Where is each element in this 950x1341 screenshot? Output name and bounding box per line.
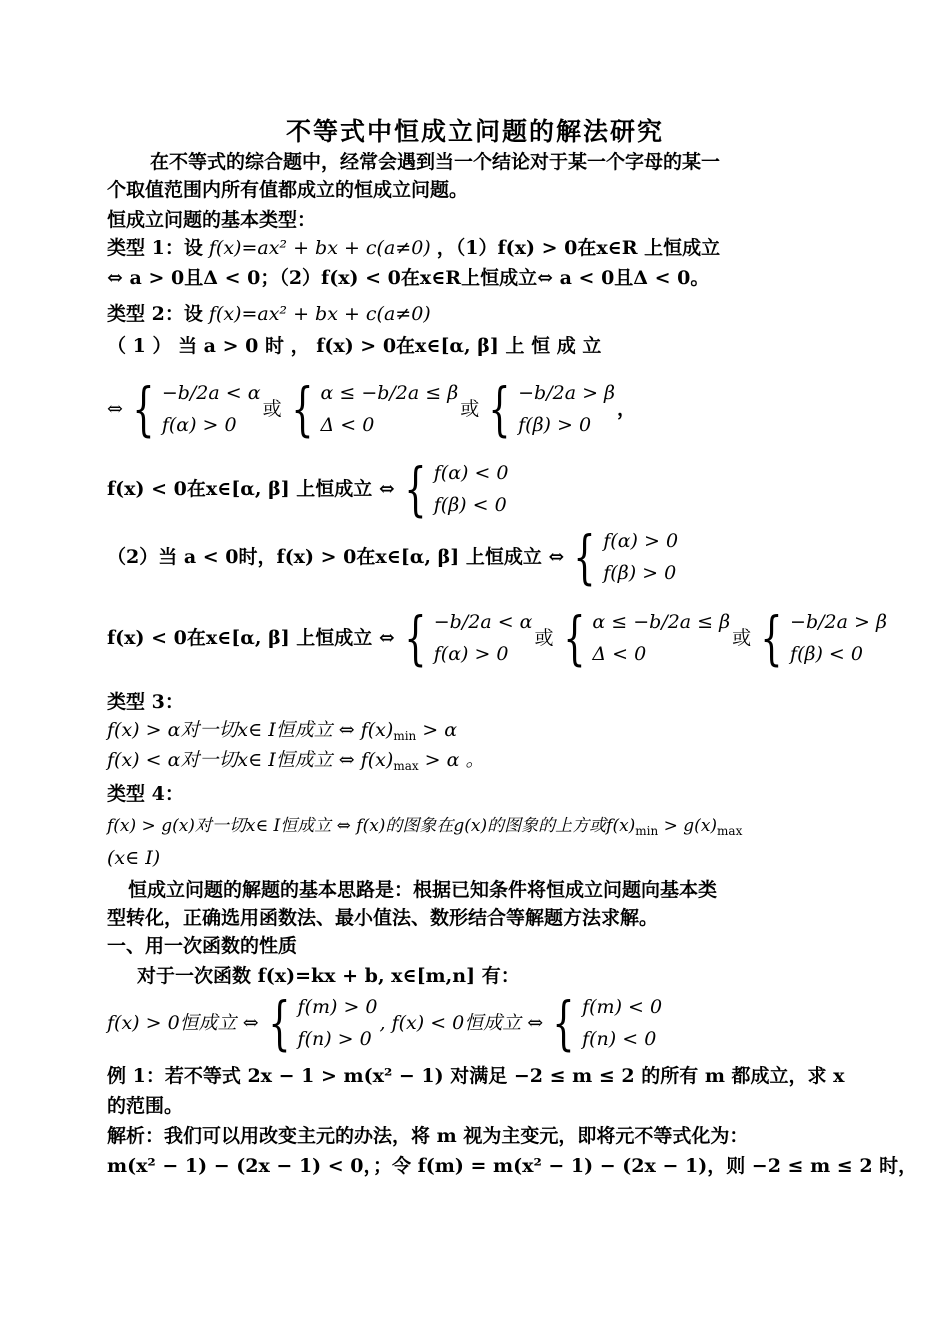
analysis-line2: m(x² − 1) − (2x − 1) < 0，；令 f(m) = m(x² − 1) − (2x − 1)，则 −2 ≤ m ≤ 2 时，	[107, 1155, 918, 1177]
system-g: { f(m) > 0 f(n) > 0	[268, 989, 378, 1057]
system-f-c-row2: f(β) < 0	[790, 643, 863, 665]
type1-line2: ⇔ a > 0且Δ < 0；（2）f(x) < 0在x∈R上恒成立⇔ a < 0且Δ < 0。	[107, 267, 710, 289]
case1-negative-line	[107, 456, 511, 522]
system-c-row1: −b/2a > β	[518, 382, 616, 404]
system-a-row2: f(α) > 0	[161, 414, 237, 436]
case1-negative-left: f(x) < 0在x∈[α, β] 上恒成立 ⇔	[107, 478, 395, 500]
system-g-row2: f(n) > 0	[297, 1028, 372, 1050]
linear-criteria-line	[107, 990, 664, 1056]
system-e-row2: f(β) > 0	[603, 562, 677, 584]
system-h-row2: f(n) < 0	[582, 1028, 657, 1050]
type1-line1	[107, 234, 720, 262]
iff-symbol: ⇔	[107, 398, 123, 420]
case2-positive-line	[107, 524, 680, 590]
system-d-row2: f(β) < 0	[433, 494, 507, 516]
type4-max-subscript: max	[717, 824, 743, 838]
type4-line2: (x∈ I)	[107, 847, 161, 869]
system-f-c: { −b/2a > β f(β) < 0	[760, 604, 887, 672]
type2-label: 类型 2：设	[107, 303, 203, 325]
type4-label: 类型 4：	[107, 783, 184, 805]
system-h-row1: f(m) < 0	[582, 996, 663, 1018]
system-b: { α ≤ −b/2a ≤ β Δ < 0	[290, 375, 459, 443]
system-d: { f(α) < 0 f(β) < 0	[404, 455, 509, 523]
type1-label: 类型 1：设	[107, 237, 203, 259]
type1-function: f(x)=ax² + bx + c(a≠0)	[208, 237, 431, 259]
type3-max-subscript: max	[393, 759, 419, 773]
case2-negative-line	[107, 596, 889, 680]
type2-function: f(x)=ax² + bx + c(a≠0)	[208, 303, 431, 325]
type2-case1-systems	[107, 368, 636, 450]
type3-line1-end: > α	[416, 719, 458, 741]
system-e-row1: f(α) > 0	[603, 530, 679, 552]
type3-min-subscript: min	[393, 729, 417, 743]
system-e: { f(α) > 0 f(β) > 0	[573, 523, 679, 591]
type3-line2-text: f(x) < α对一切x∈ I恒成立 ⇔ f(x)	[107, 749, 394, 771]
type3-line1-text: f(x) > α对一切x∈ I恒成立 ⇔ f(x)	[107, 719, 394, 741]
analysis-line1: 解析：我们可以用改变主元的办法，将 m 视为主变元，即将元不等式化为：	[107, 1125, 749, 1147]
type4-min-subscript: min	[635, 824, 659, 838]
type3-line2-end: > α 。	[418, 749, 485, 771]
example1-line2: 的范围。	[107, 1095, 184, 1117]
system-f-b-row2: Δ < 0	[592, 643, 647, 665]
type2-line1	[107, 300, 431, 328]
system-a-row1: −b/2a < α	[161, 382, 261, 404]
system-b-row2: Δ < 0	[320, 414, 375, 436]
document-title: 不等式中恒成立问题的解法研究	[285, 117, 664, 146]
basic-types-heading: 恒成立问题的基本类型：	[107, 209, 317, 231]
system-f-a-row2: f(α) > 0	[433, 643, 509, 665]
or-word: 或	[732, 627, 752, 649]
type3-label: 类型 3：	[107, 691, 184, 713]
type1-condition1: ，（1）f(x) > 0在x∈R 上恒成立	[436, 237, 721, 259]
or-word: 或	[460, 398, 480, 420]
system-h: { f(m) < 0 f(n) < 0	[552, 989, 663, 1057]
intro-paragraph-line2: 个取值范围内所有值都成立的恒成立问题。	[107, 179, 469, 201]
approach-line2: 型转化，正确选用函数法、最小值法、数形结合等解题方法求解。	[107, 907, 659, 929]
type3-line2	[107, 746, 485, 780]
linear-left: f(x) > 0恒成立 ⇔	[107, 1012, 259, 1034]
system-b-row1: α ≤ −b/2a ≤ β	[320, 382, 459, 404]
system-c-row2: f(β) > 0	[518, 414, 592, 436]
type3-line1	[107, 716, 457, 750]
linear-mid: , f(x) < 0恒成立 ⇔	[379, 1012, 544, 1034]
system-g-row1: f(m) > 0	[297, 996, 378, 1018]
type4-mid: > g(x)	[658, 816, 718, 836]
or-word: 或	[534, 627, 554, 649]
comma: ，	[617, 398, 637, 420]
example1-line1: 例 1：若不等式 2x − 1 > m(x² − 1) 对满足 −2 ≤ m ≤ 2 的所有 m 都成立，求 x	[107, 1065, 845, 1087]
section1-heading: 一、用一次函数的性质	[107, 935, 298, 957]
system-d-row1: f(α) < 0	[433, 462, 509, 484]
system-f-b: { α ≤ −b/2a ≤ β Δ < 0	[562, 604, 731, 672]
case2-left: （2）当 a < 0时，f(x) > 0在x∈[α, β] 上恒成立 ⇔	[107, 546, 565, 568]
approach-line1: 恒成立问题的解题的基本思路是：根据已知条件将恒成立问题向基本类	[128, 879, 718, 901]
system-f-a: { −b/2a < α f(α) > 0	[404, 604, 533, 672]
type4-line1	[107, 812, 742, 845]
or-word: 或	[262, 398, 282, 420]
linear-intro: 对于一次函数 f(x)=kx + b, x∈[m,n] 有：	[137, 965, 520, 987]
system-c: { −b/2a > β f(β) > 0	[488, 375, 616, 443]
system-f-a-row1: −b/2a < α	[433, 611, 533, 633]
intro-paragraph-line1: 在不等式的综合题中，经常会遇到当一个结论对于某一个字母的某一	[150, 151, 721, 173]
system-f-c-row1: −b/2a > β	[790, 611, 887, 633]
type4-line1-text: f(x) > g(x)对一切x∈ I恒成立 ⇔ f(x)的图象在g(x)的图象的上方或f(x)	[107, 816, 636, 836]
type2-case1: （ 1 ） 当 a > 0 时 ， f(x) > 0在x∈[α, β] 上 恒 成 立	[107, 335, 602, 357]
system-f-b-row1: α ≤ −b/2a ≤ β	[592, 611, 731, 633]
system-a: { −b/2a < α f(α) > 0	[132, 375, 261, 443]
case2-negative-left: f(x) < 0在x∈[α, β] 上恒成立 ⇔	[107, 627, 395, 649]
